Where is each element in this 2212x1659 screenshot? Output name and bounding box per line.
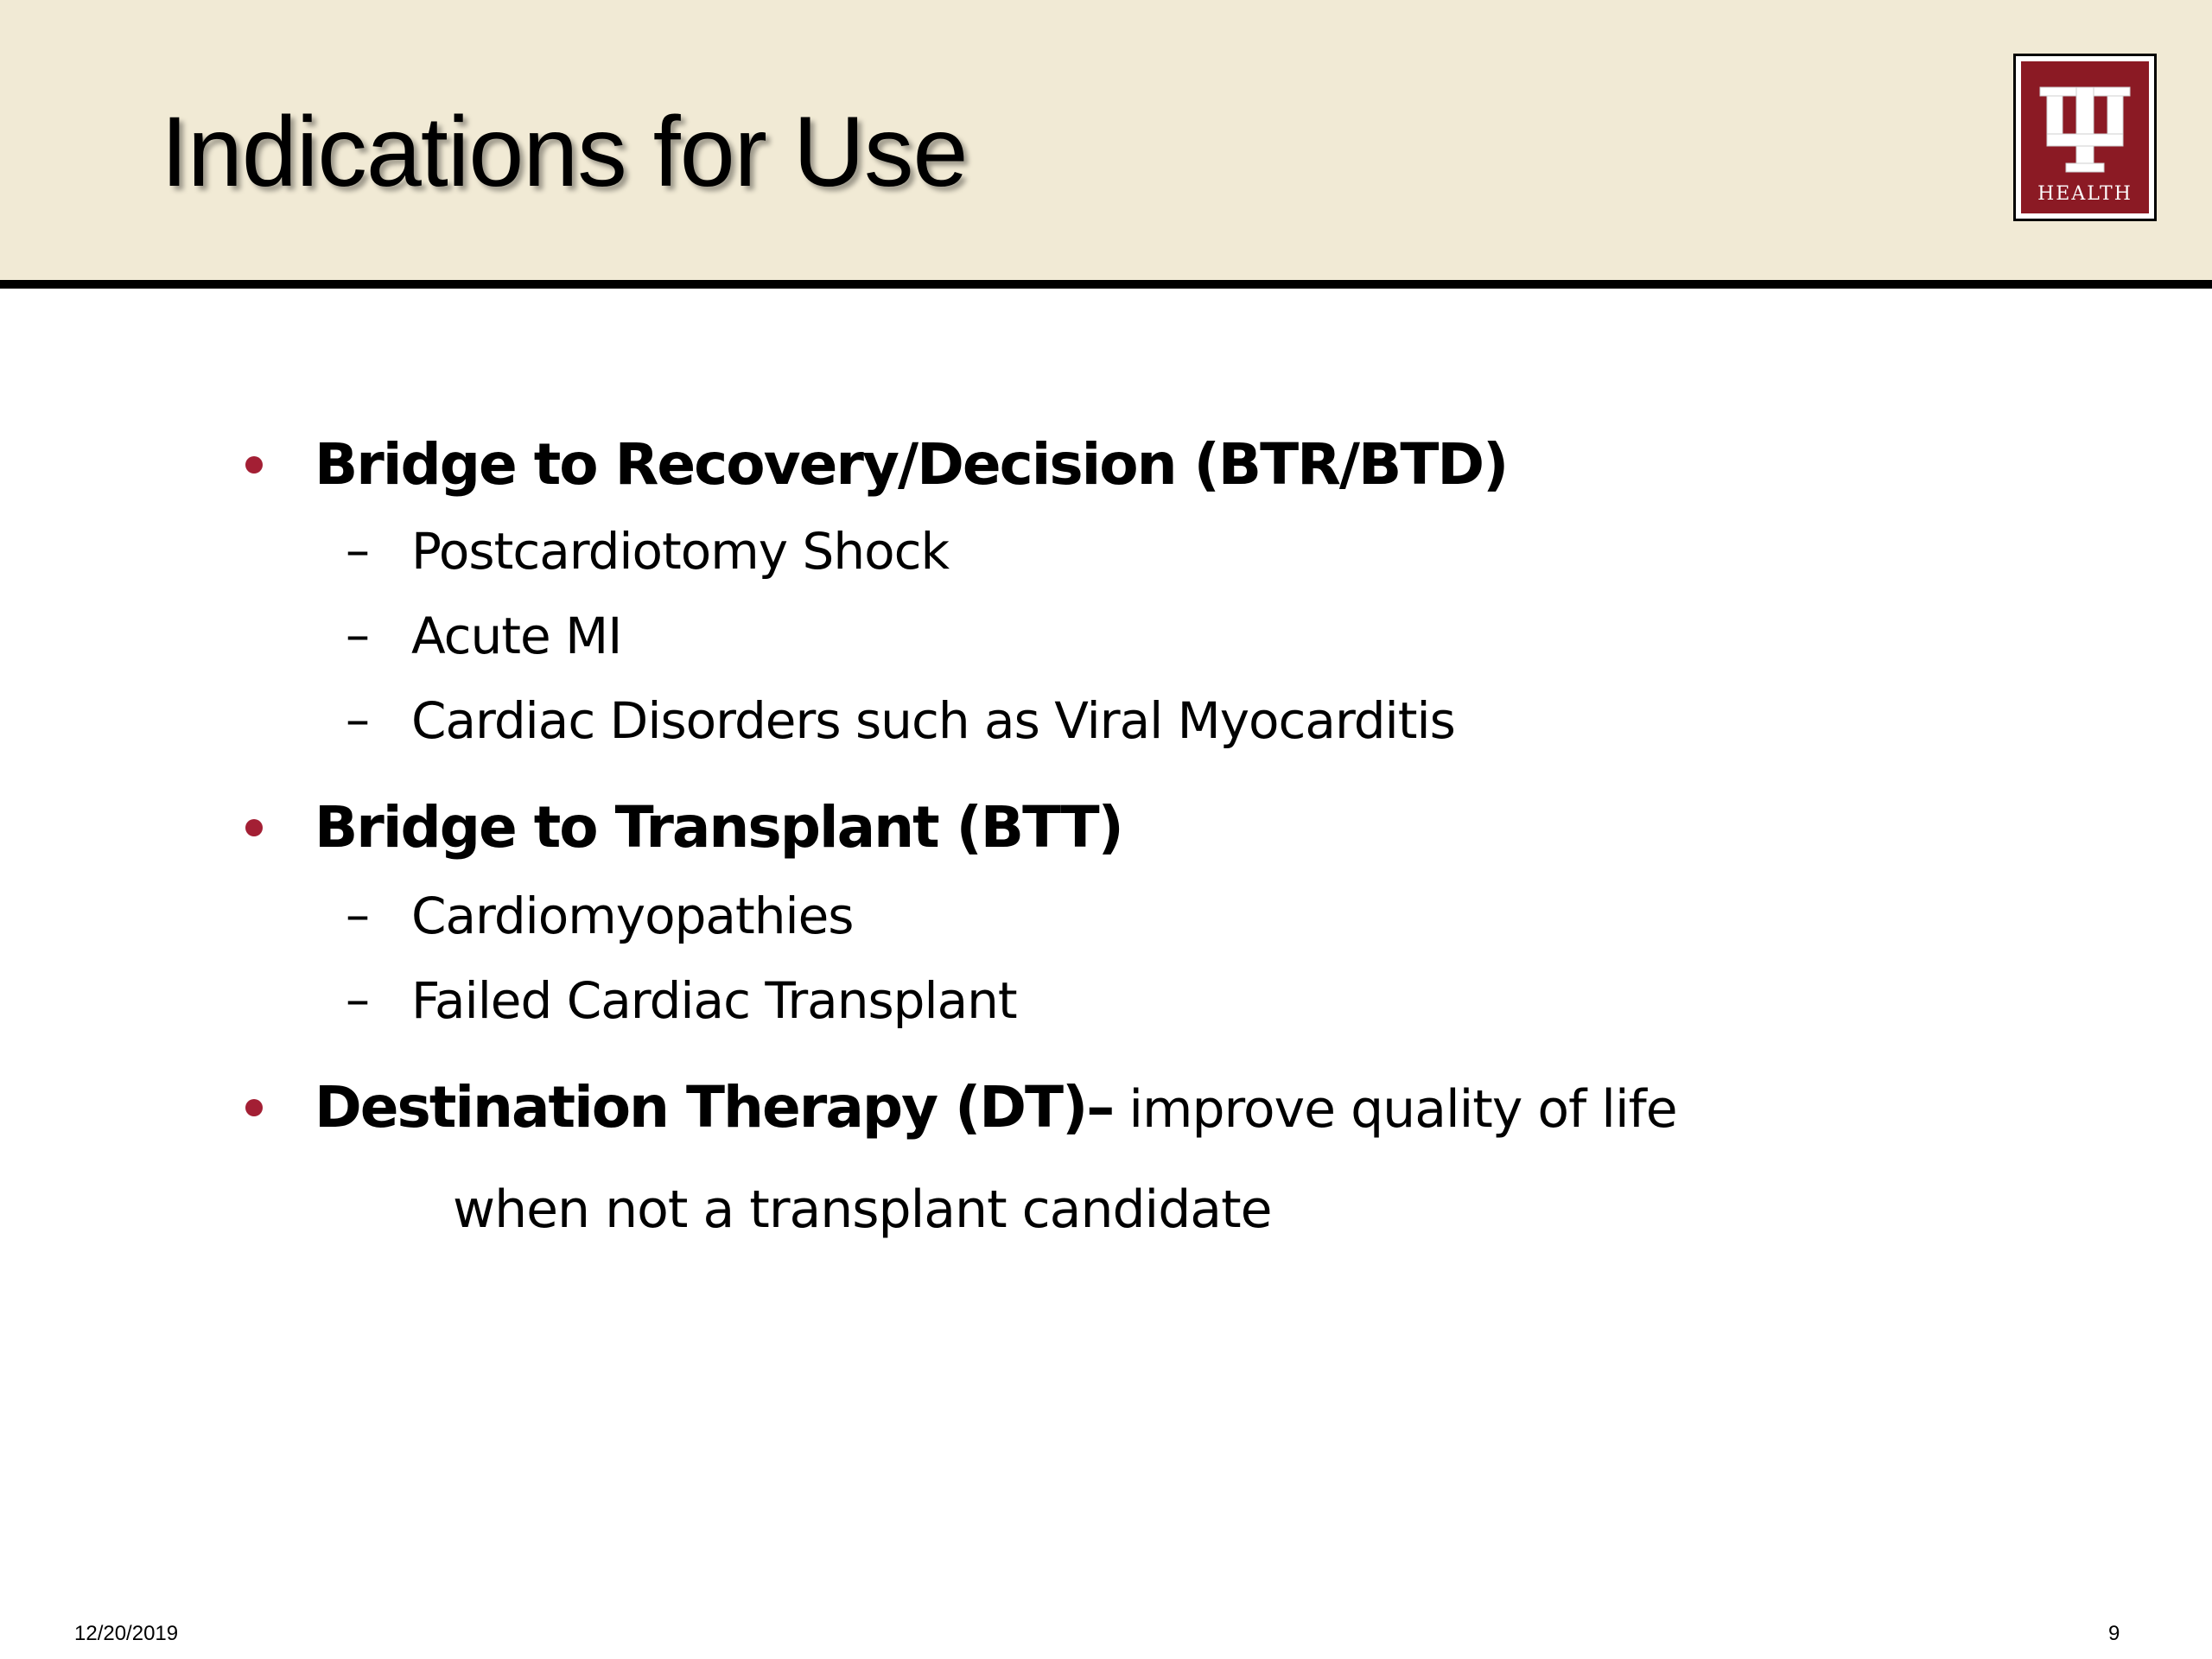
slide-title: Indications for Use [161, 97, 968, 207]
logo-wordmark: HEALTH [2037, 183, 2133, 205]
page-number: 9 [2108, 1622, 2120, 1645]
subitem-postcardiotomy-shock: Postcardiotomy Shock [411, 522, 950, 581]
subitem-acute-mi: Acute MI [411, 607, 622, 665]
bullet-continuation: when not a transplant candidate [453, 1179, 1272, 1240]
subitem-cardiomyopathies: Cardiomyopathies [411, 887, 854, 945]
bullet-dot-icon [245, 456, 263, 474]
bullet-btt [315, 793, 1122, 862]
footer-date: 12/20/2019 [74, 1622, 179, 1645]
bullet-tail: improve quality of life [1113, 1079, 1677, 1140]
dash-icon: – [346, 692, 370, 748]
bullet-dot-icon [245, 1099, 263, 1116]
bullet-label: Destination Therapy (DT)– [315, 1074, 1114, 1141]
bullet-dot-icon [245, 819, 263, 836]
bullet-label: Bridge to Transplant (BTT) [315, 794, 1122, 861]
bullet-destination-therapy [315, 1073, 1677, 1144]
dash-icon: – [346, 607, 370, 664]
bullet-label: Bridge to Recovery/Decision (BTR/BTD) [315, 431, 1508, 498]
subitem-cardiac-disorders: Cardiac Disorders such as Viral Myocarditis [411, 691, 1455, 750]
bullet-btr-btd [315, 430, 1507, 499]
subitem-failed-cardiac-transplant: Failed Cardiac Transplant [411, 971, 1017, 1030]
dash-icon: – [346, 972, 370, 1028]
dash-icon: – [346, 887, 370, 944]
dash-icon: – [346, 523, 370, 579]
